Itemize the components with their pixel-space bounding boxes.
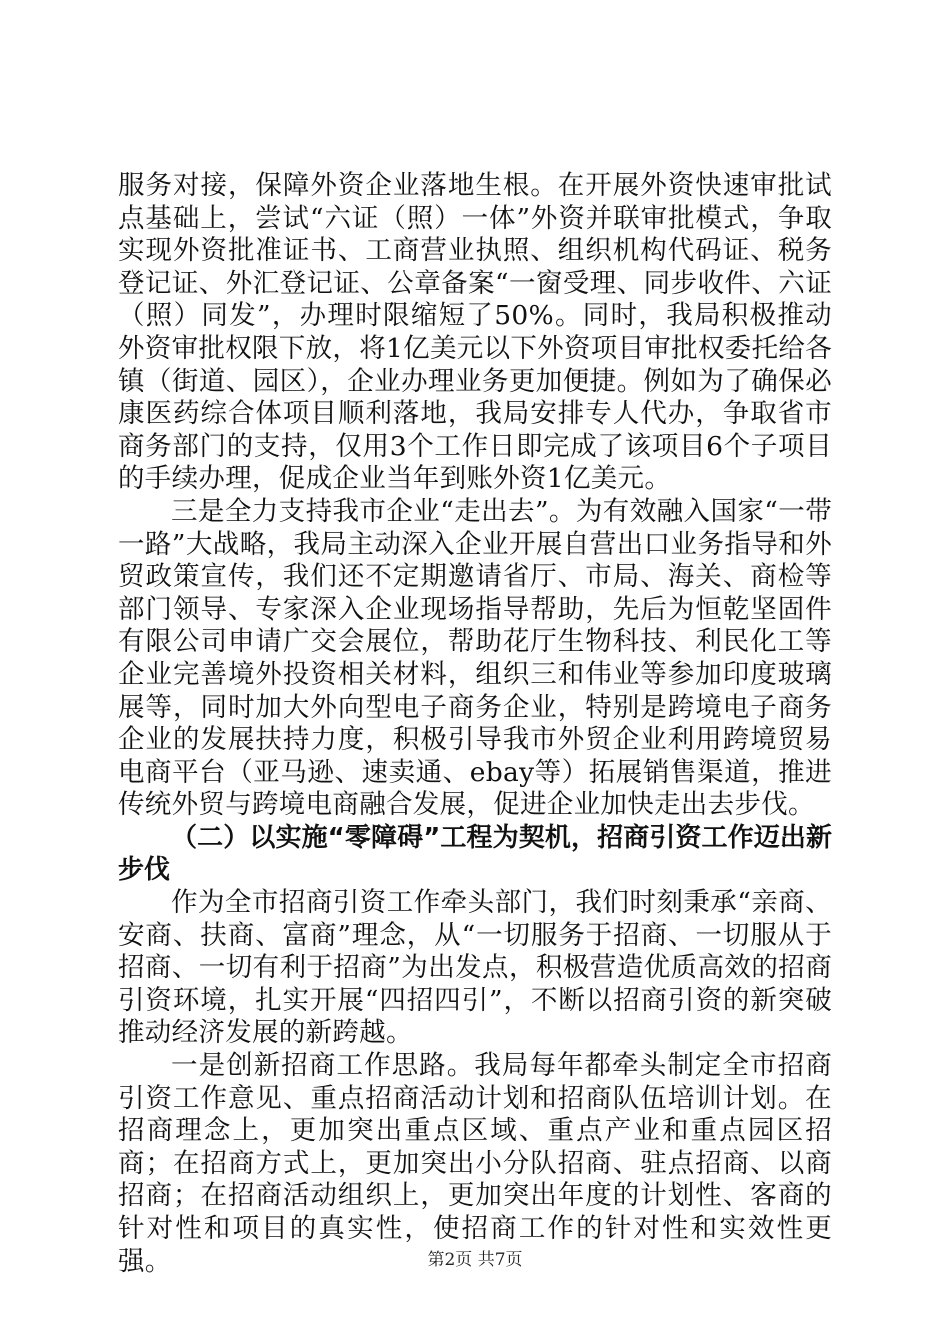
paragraph-investment-intro: 作为全市招商引资工作牵头部门，我们时刻秉承“亲商、安商、扶商、富商”理念，从“一切服务于招商、一切服从于招商、一切有利于招商”为出发点，积极营造优质高效的招商引资环境，扎实开展“四招四引”，不断以招商引资的新突破推动经济发展的新跨越。 — [118, 887, 832, 1049]
page-footer: 第2页 共7页 — [427, 1250, 523, 1270]
paragraph-go-global: 三是全力支持我市企业“走出去”。为有效融入国家“一带一路”大战略，我局主动深入企业开展自营出口业务指导和外贸政策宣传，我们还不定期邀请省厅、市局、海关、商检等部门领导、专家深入企业现场指导帮助，先后为恒乾坚固件有限公司申请广交会展位，帮助花厅生物科技、利民化工等企业完善境外投资相关材料，组织三和伟业等参加印度玻璃展等，同时加大外向型电子商务企业，特别是跨境电子商务企业的发展扶持力度，积极引导我市外贸企业利用跨境贸易电商平台（亚马逊、速卖通、ebay等）拓展销售渠道，推进传统外贸与跨境电商融合发展，促进企业加快走出去步伐。 — [118, 495, 832, 821]
paragraph-continued: 服务对接，保障外资企业落地生根。在开展外资快速审批试点基础上，尝试“六证（照）一体”外资并联审批模式，争取实现外资批准证书、工商营业执照、组织机构代码证、税务登记证、外汇登记证、公章备案“一窗受理、同步收件、六证（照）同发”，办理时限缩短了50%。同时，我局积极推动外资审批权限下放，将1亿美元以下外资项目审批权委托给各镇（街道、园区），企业办理业务更加便捷。例如为了确保必康医药综合体项目顺利落地，我局安排专人代办，争取省市商务部门的支持，仅用3个工作日即完成了该项目6个子项目的手续办理，促成企业当年到账外资1亿美元。 — [118, 170, 832, 495]
paragraph-innovation: 一是创新招商工作思路。我局每年都牵头制定全市招商引资工作意见、重点招商活动计划和招商队伍培训计划。在招商理念上，更加突出重点区域、重点产业和重点园区招商；在招商方式上，更加突出小分队招商、驻点招商、以商招商；在招商活动组织上，更加突出年度的计划性、客商的针对性和项目的真实性，使招商工作的针对性和实效性更强。 — [118, 1050, 832, 1277]
section-heading: （二）以实施“零障碍”工程为契机，招商引资工作迈出新步伐 — [118, 822, 832, 886]
document-body — [118, 170, 832, 1278]
